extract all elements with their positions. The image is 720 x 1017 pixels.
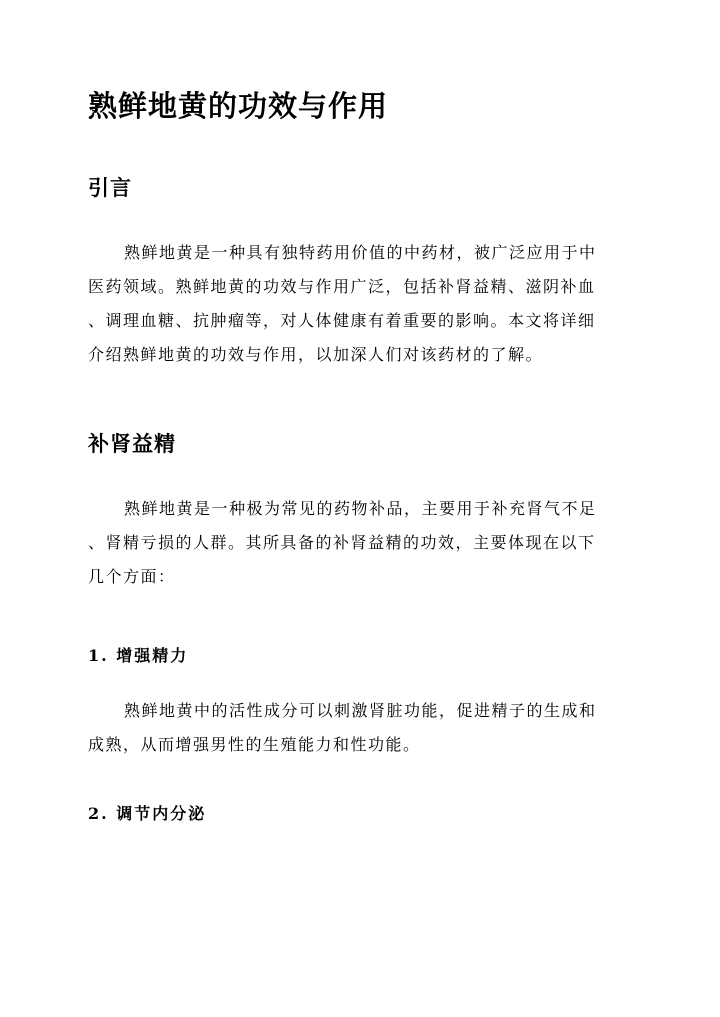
kidney-paragraph — [88, 492, 632, 594]
paragraph-line: 、调理血糖、抗肿瘤等，对人体健康有着重要的影响。本文将详细 — [88, 311, 596, 330]
paragraph-line: 熟鲜地黄是一种具有独特药用价值的中药材，被广泛应用于中 — [124, 243, 597, 262]
paragraph-line: 成熟，从而增强男性的生殖能力和性功能。 — [88, 735, 421, 754]
subsection-heading-energy: 1. 增强精力 — [88, 646, 189, 665]
subsection-heading-endocrine: 2. 调节内分泌 — [88, 804, 207, 823]
document-title: 熟鲜地黄的功效与作用 — [88, 89, 389, 123]
paragraph-line: 介绍熟鲜地黄的功效与作用，以加深人们对该药材的了解。 — [88, 345, 544, 364]
intro-paragraph — [88, 236, 632, 372]
section-heading-intro: 引言 — [88, 175, 132, 200]
section-heading-kidney: 补肾益精 — [88, 431, 176, 456]
paragraph-line: 熟鲜地黄中的活性成分可以刺激肾脏功能，促进精子的生成和 — [124, 701, 597, 720]
paragraph-line: 熟鲜地黄是一种极为常见的药物补品，主要用于补充肾气不足 — [124, 499, 597, 518]
paragraph-line: 、肾精亏损的人群。其所具备的补肾益精的功效，主要体现在以下 — [88, 533, 596, 552]
energy-paragraph — [88, 694, 632, 762]
paragraph-line: 医药领域。熟鲜地黄的功效与作用广泛，包括补肾益精、滋阴补血 — [88, 277, 596, 296]
paragraph-line: 几个方面： — [88, 567, 176, 586]
